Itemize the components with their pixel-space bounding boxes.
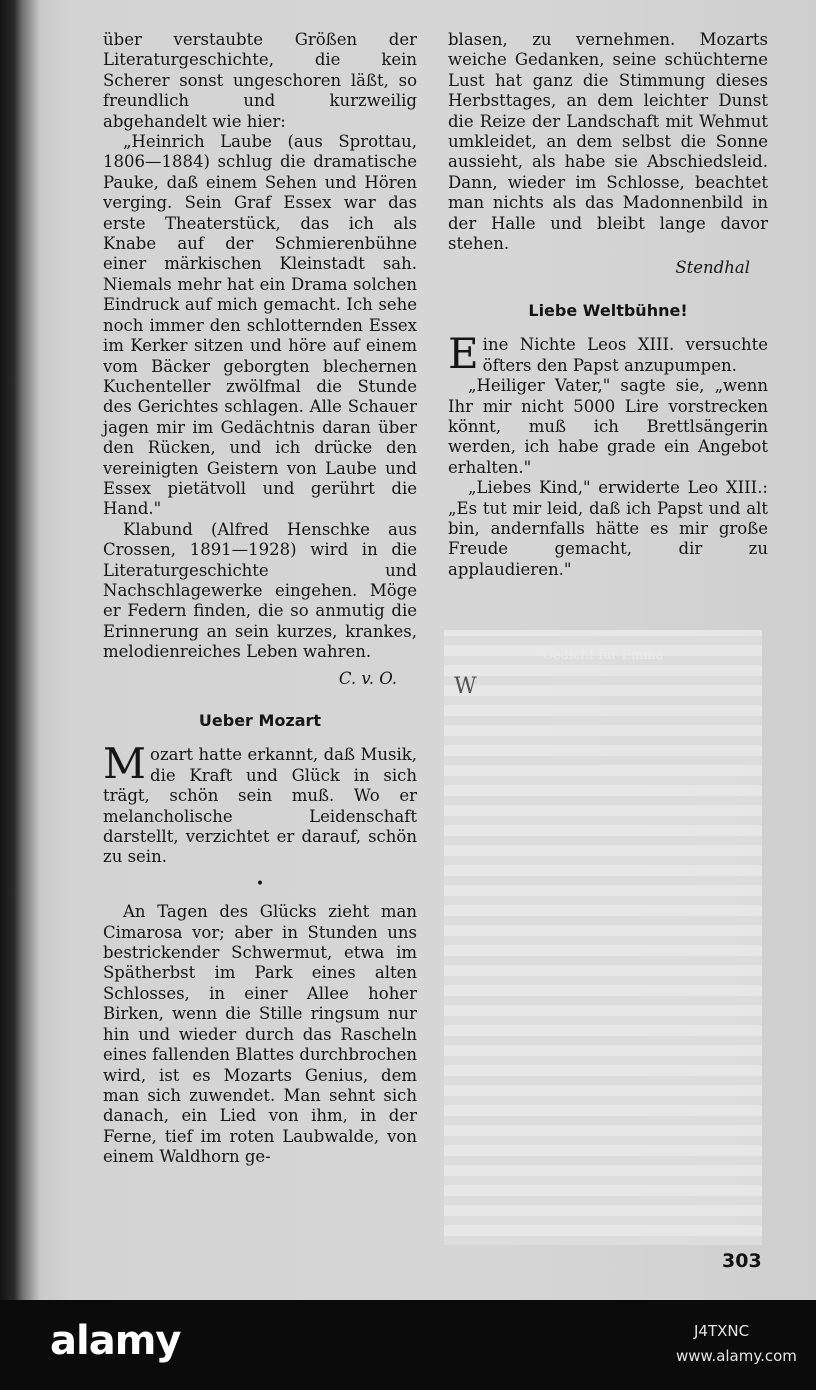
faded-poem-block (444, 630, 762, 1245)
mozart-continuation: blasen, zu vernehmen. Mozarts weiche Gedanken, seine schüchterne Lust hat ganz die Stimmung dieses Herbsttages, an dem leichter Dunst die Reize der Landschaft mit Wehmut umkleidet, an dem selbst die Sonne aussieht, als habe sie Abschiedsleid. Dann, wieder im Schlosse, beachtet man nichts als das Madonnenbild in der Halle und bleibt lange davor stehen. (448, 30, 768, 254)
faded-poem-title: Gedicht für Emma (542, 648, 664, 663)
klabund-paragraph: Klabund (Alfred Henschke aus Crossen, 1891—1928) wird in die Literaturgeschichte und Nachschlagewerke eingehen. Möge er Federn finden, die so anmutig die Erinnerung an sein kurzes, krankes, melodienreiches Leben wahren. (103, 519, 417, 662)
drop-cap-m: M (103, 739, 147, 789)
signature-cvo: C. v. O. (338, 668, 397, 688)
mozart-paragraph-1: ozart hatte erkannt, daß Musik, die Kraft und Glück in sich trägt, schön sein muß. Wo er melancholische Leidenschaft darstellt, verzichtet er darauf, schön zu sein. (103, 745, 417, 867)
left-column (103, 30, 417, 1168)
heading-liebe-weltbuehne: Liebe Weltbühne! (528, 300, 688, 320)
site-url: www.alamy.com (676, 1347, 797, 1365)
signature-stendhal: Stendhal (675, 258, 750, 278)
drop-cap-e: E (448, 329, 479, 379)
anecdote-paragraph-3: „Liebes Kind," erwiderte Leo XIII.: „Es tut mir leid, daß ich Papst und alt bin, andernfalls hätte es mir große Freude gemacht, dir zu applaudieren." (448, 478, 768, 579)
section-separator: • (255, 875, 265, 892)
faded-poem-initial: W (454, 674, 477, 699)
mozart-paragraph-2: An Tagen des Glücks zieht man Cimarosa vor; aber in Stunden uns bestrickender Schwermut, etwa im Spätherbst im Park eines alten Schlosses, in einer Allee hoher Birken, wenn die Stille ringsum nur hin und wieder durch das Rascheln eines fallenden Blattes durchbrochen wird, ist es Mozarts Genius, dem man sich zuwendet. Man sehnt sich danach, ein Lied von ihm, in der Ferne, tief im roten Laubwalde, von einem Waldhorn ge- (103, 902, 417, 1167)
page-number: 303 (722, 1250, 762, 1272)
alamy-logo: alamy (50, 1318, 181, 1364)
anecdote-paragraph-2: „Heiliger Vater," sagte sie, „wenn Ihr mir nicht 5000 Lire vorstrecken könnt, muß ich Brettlsängerin werden, ich habe grade ein Angebot erhalten." (448, 376, 768, 477)
image-id: J4TXNC (694, 1322, 750, 1340)
heading-ueber-mozart: Ueber Mozart (198, 711, 322, 730)
laube-quote: „Heinrich Laube (aus Sprottau, 1806—1884) schlug die dramatische Pauke, daß einem Sehen und Hören verging. Sein Graf Essex war das erste Theaterstück, das ich als Knabe auf der Schmierenbühne einer märkischen Kleinstadt sah. Niemals mehr hat ein Drama solchen Eindruck auf mich gemacht. Ich sehe noch immer den schlotternden Essex im Kerker sitzen und höre auf einem vom Bäcker geborgten blechernen Kuchenteller zwölfmal die Stunde des Gerichtes schlagen. Alle Schauer jagen mir im Gedächtnis daran über den Rücken, und ich drücke den vereinigten Geistern von Laube und Essex pietätvoll und gerührt die Hand." (103, 132, 417, 519)
anecdote-paragraph-1: ine Nichte Leos XIII. versuchte öfters den Papst anzupumpen. (482, 335, 768, 375)
right-column (448, 30, 768, 580)
intro-paragraph: über verstaubte Größen der Literaturgeschichte, die kein Scherer sonst ungeschoren läßt, so freundlich und kurzweilig abgehandelt wie hier: (103, 30, 417, 131)
